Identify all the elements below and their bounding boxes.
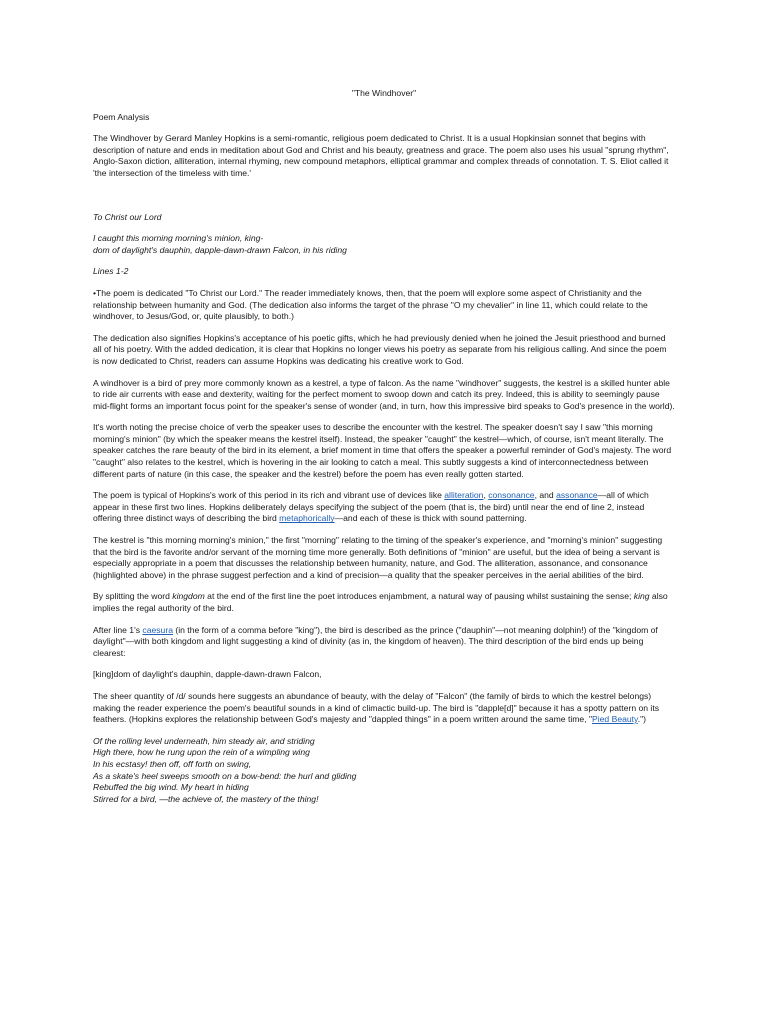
king-word: king [633, 591, 650, 602]
paragraph-windhover: A windhover is a bird of prey more commonly known as a kestrel, a type of falcon. As the name "windhover" suggests, the kestrel is a skilled hunter able to ride air currents with ease and dexterity, waiting for the perfect moment to swoop down and catch its prey. Indeed, this is ability to seemingly pause mid-flight forms an important focus point for the speaker's sense of wonder (and, in turn, how this impressive bird speaks to God's presence in the world). [93, 377, 675, 411]
paragraph-dedication: •The poem is dedicated "To Christ our Lord." The reader immediately knows, then, that the poem will explore some aspect of Christianity and the relationship between humanity and God. (The dedication also informs the target of the phrase "O my chevalier" in line 11, which could relate to the windhover, to Jesus/God, or, quite plausibly, to both.) [93, 287, 648, 322]
opening-poem-lines [93, 233, 675, 256]
poem-line: As a skate's heel sweeps smooth on a bow-bend: the hurl and gliding [93, 770, 357, 781]
alliteration-link[interactable]: alliteration [444, 490, 484, 501]
poem-line: I caught this morning morning's minion, king- [93, 233, 264, 244]
poem-line: Rebuffed the big wind. My heart in hiding [93, 782, 249, 793]
paragraph-caught: It's worth noting the precise choice of verb the speaker uses to describe the encounter with the kestrel. The speaker doesn't say I saw "this morning morning's minion" (by which the speaker means the kestrel itself). Instead, the speaker "caught" the kestrel—which, of course, isn't meant literally. The speaker catches the rare beauty of the bird in its element, a brief moment in time that offers the speaker a powerful reminder of God's majesty. The word "caught" also relates to the kestrel, which is hovering in the air looking to catch a meal. This subtly suggests a kind of interconnectedness between different parts of nature (in this case, the speaker and the kestrel) before the poem has even really gotten started. [93, 422, 672, 479]
paragraph-devices: The poem is typical of Hopkins's work of this period in its rich and vibrant use of devices like alliteration, consonance, and assonance—all of which appear in these first two lines. Hopkins deliberately delays specifying the subject of the poem (that is, the bird) until near the end of line 2, instead offering three distinct ways of describing the bird metaphorically—and each of these is thick with sound patterning. [93, 490, 649, 524]
paragraph-minion: The kestrel is "this morning morning's minion," the first "morning" relating to the timing of the speaker's experience, and "morning's minion" suggesting that the bird is the favorite and/or servant of the morning time more generally. Both definitions of "minion" are useful, but the idea of being a servant is especially appropriate in a poem that discusses the relationship between humanity, nature, and God. The alliteration, assonance, and consonance (highlighted above) in the phrase suggest perfection and a kind of precision—a quality that the speaker perceives in the aerial abilities of the bird. [93, 535, 663, 580]
closing-poem-lines [93, 736, 675, 806]
poem-line: Of the rolling level underneath, him steady air, and striding [93, 735, 315, 746]
poem-line: Stirred for a bird, —the achieve of, the mastery of the thing! [93, 793, 319, 804]
document-body [93, 88, 675, 805]
poem-line: dom of daylight's dauphin, dapple-dawn-drawn Falcon, in his riding [93, 244, 347, 255]
paragraph-caesura: After line 1's caesura (in the form of a comma before "king"), the bird is described as the prince ("dauphin"—not meaning dolphin!) of the "kingdom of daylight"—with both kingdom and light suggesting a kind of divinity (as in, the kingdom of heaven). The third description of the bird ends up being clearest: [93, 624, 658, 658]
section-heading: Poem Analysis [93, 111, 150, 122]
intro-paragraph: The Windhover by Gerard Manley Hopkins is a semi-romantic, religious poem dedicated to Christ. It is a usual Hopkinsian sonnet that begins with description of nature and ends in meditation about God and Christ and his beauty, greatness and grace. The poem also uses his usual "sprung rhythm", Anglo-Saxon diction, alliteration, internal rhyming, new compound metaphors, elliptical grammar and complex threads of connotation. T. S. Eliot called it 'the intersection of the timeless with time.' [93, 133, 669, 178]
lines-label: Lines 1-2 [93, 266, 129, 277]
quoted-line: [king]dom of daylight's dauphin, dapple-dawn-drawn Falcon, [93, 669, 322, 680]
kingdom-word: kingdom [172, 591, 205, 602]
poem-line: In his ecstasy! then off, off forth on swing, [93, 758, 252, 769]
consonance-link[interactable]: consonance [488, 490, 535, 501]
paragraph-enjambment: By splitting the word kingdom at the end of the first line the poet introduces enjambment, a natural way of pausing whilst sustaining the sense; king also implies the regal authority of the bird. [93, 591, 668, 613]
document-title: "The Windhover" [351, 88, 417, 98]
pied-beauty-link[interactable]: Pied Beauty [592, 714, 638, 725]
paragraph-d-sounds: The sheer quantity of /d/ sounds here suggests an abundance of beauty, with the delay of "Falcon" (the family of birds to which the kestrel belongs) making the reader experience the poem's beautiful sounds in a kind of climactic build-up. The bird is "dapple[d]" because it has a spotty pattern on its feathers. (Hopkins explores the relationship between God's majesty and "dappled things" in a poem written around the same time, "Pied Beauty.") [93, 690, 660, 725]
dedication-line: To Christ our Lord [93, 211, 162, 222]
metaphorically-link[interactable]: metaphorically [279, 513, 335, 524]
paragraph-acceptance: The dedication also signifies Hopkins's acceptance of his poetic gifts, which he had previously denied when he joined the Jesuit priesthood and burned all of his poetry. With the added dedication, it is clear that Hopkins no longer views his poetry as separate from his religious calling. And since the poem is now dedicated to Christ, readers can assume Hopkins was dedicating his creative work to God. [93, 332, 667, 366]
poem-line: High there, how he rung upon the rein of a wimpling wing [93, 747, 310, 758]
caesura-link[interactable]: caesura [142, 624, 173, 635]
assonance-link[interactable]: assonance [556, 490, 598, 501]
